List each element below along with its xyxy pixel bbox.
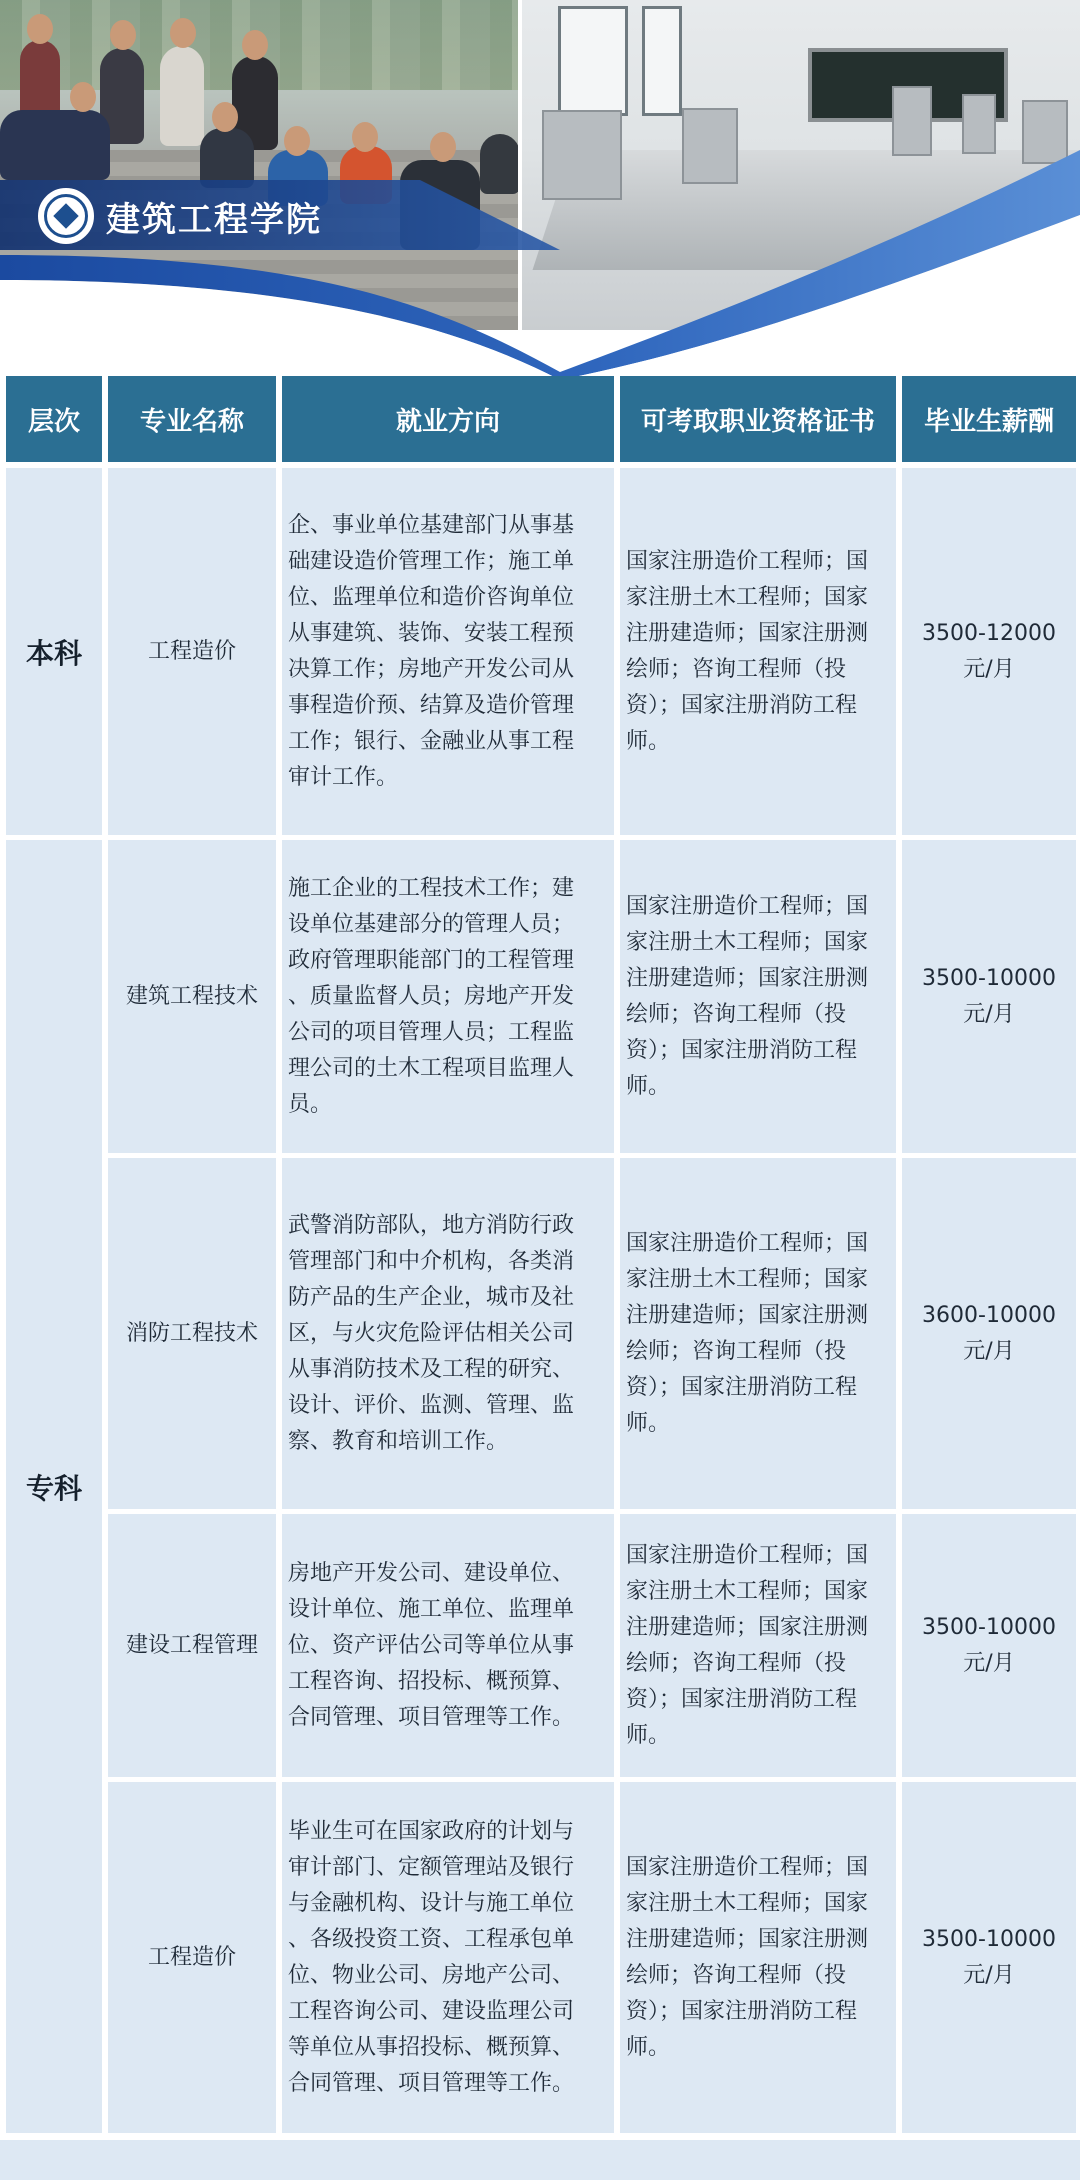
salary-cell bbox=[902, 1158, 1076, 1514]
direction-line: 位、物业公司、房地产公司、 bbox=[288, 1962, 575, 1988]
major-name: 建筑工程技术 bbox=[125, 983, 258, 1009]
salary-cell bbox=[902, 1514, 1076, 1782]
level-label: 本科 bbox=[25, 636, 82, 670]
direction-line: 设单位基建部分的管理人员； bbox=[288, 911, 575, 937]
major-name: 建设工程管理 bbox=[125, 1632, 258, 1658]
direction-line: 合同管理、项目管理等工作。 bbox=[288, 2070, 575, 2096]
certificate-line: 绘师；咨询工程师（投 bbox=[626, 1001, 847, 1027]
direction-line: 工程咨询、招投标、概预算、 bbox=[288, 1668, 575, 1694]
major-cell bbox=[108, 1158, 282, 1514]
direction-cell bbox=[282, 1158, 620, 1514]
major-cell bbox=[108, 840, 282, 1158]
certificate-line: 资）；国家注册消防工程 bbox=[626, 692, 858, 718]
table-group bbox=[6, 468, 1076, 840]
direction-line: 审计工作。 bbox=[288, 764, 399, 790]
certificate-line: 家注册土木工程师；国家 bbox=[626, 1890, 869, 1916]
college-logo-icon bbox=[38, 188, 94, 244]
direction-line: 位、监理单位和造价咨询单位 bbox=[288, 584, 575, 610]
certificate-line: 资）；国家注册消防工程 bbox=[626, 1037, 858, 1063]
certificate-text bbox=[620, 544, 874, 760]
direction-line: 决算工作；房地产开发公司从 bbox=[288, 656, 575, 682]
group-rows bbox=[108, 840, 1076, 2138]
certificate-line: 师。 bbox=[626, 1410, 671, 1436]
header-direction: 就业方向 bbox=[282, 376, 620, 468]
salary-text bbox=[922, 616, 1056, 688]
certificate-cell bbox=[620, 840, 902, 1158]
table-body bbox=[6, 468, 1076, 2138]
salary-line: 3500-10000 bbox=[922, 965, 1056, 991]
header-level: 层次 bbox=[6, 376, 108, 468]
salary-text bbox=[922, 1298, 1056, 1370]
direction-text bbox=[282, 1208, 580, 1460]
certificate-cell bbox=[620, 1514, 902, 1782]
direction-line: 等单位从事招投标、概预算、 bbox=[288, 2034, 575, 2060]
level-cell bbox=[6, 468, 108, 840]
header-salary: 毕业生薪酬 bbox=[902, 376, 1076, 468]
direction-text bbox=[282, 1556, 580, 1736]
major-name: 工程造价 bbox=[147, 1944, 236, 1970]
direction-text bbox=[282, 871, 614, 1123]
direction-line: 政府管理职能部门的工程管理 bbox=[288, 947, 575, 973]
table-row bbox=[108, 1514, 1076, 1782]
major-name: 工程造价 bbox=[147, 638, 236, 664]
certificate-line: 师。 bbox=[626, 1073, 671, 1099]
certificate-line: 国家注册造价工程师；国 bbox=[626, 548, 869, 574]
certificate-line: 注册建造师；国家注册测 bbox=[626, 1614, 869, 1640]
direction-line: 、质量监督人员；房地产开发 bbox=[288, 983, 575, 1009]
salary-cell bbox=[902, 1782, 1076, 2138]
table-group bbox=[6, 840, 1076, 2138]
salary-text bbox=[922, 961, 1056, 1033]
footer-band bbox=[0, 2140, 1080, 2180]
direction-line: 区，与火灾危险评估相关公司 bbox=[288, 1320, 575, 1346]
certificate-line: 注册建造师；国家注册测 bbox=[626, 1926, 869, 1952]
direction-cell bbox=[282, 1514, 620, 1782]
salary-line: 元/月 bbox=[963, 1338, 1015, 1364]
direction-line: 武警消防部队，地方消防行政 bbox=[288, 1212, 575, 1238]
certificate-line: 师。 bbox=[626, 728, 671, 754]
certificate-cell bbox=[620, 468, 902, 840]
certificate-cell bbox=[620, 1782, 902, 2138]
direction-text bbox=[282, 1814, 580, 2102]
direction-line: 管理部门和中介机构，各类消 bbox=[288, 1248, 575, 1274]
direction-line: 工作；银行、金融业从事工程 bbox=[288, 728, 575, 754]
certificate-line: 国家注册造价工程师；国 bbox=[626, 893, 869, 919]
certificate-line: 绘师；咨询工程师（投 bbox=[626, 656, 847, 682]
group-rows bbox=[108, 468, 1076, 840]
salary-text bbox=[922, 1610, 1056, 1682]
salary-line: 3500-10000 bbox=[922, 1614, 1056, 1640]
college-title: 建筑工程学院 bbox=[106, 200, 322, 240]
certificate-line: 师。 bbox=[626, 2034, 671, 2060]
direction-cell bbox=[282, 1782, 620, 2138]
header-certificate: 可考取职业资格证书 bbox=[620, 376, 902, 468]
direction-cell bbox=[282, 840, 620, 1158]
blue-banner-shape bbox=[0, 0, 1080, 380]
direction-text bbox=[282, 508, 580, 796]
certificate-line: 绘师；咨询工程师（投 bbox=[626, 1962, 847, 1988]
certificate-line: 资）；国家注册消防工程 bbox=[626, 1686, 858, 1712]
certificate-line: 家注册土木工程师；国家 bbox=[626, 1266, 869, 1292]
salary-text bbox=[922, 1922, 1056, 1994]
certificate-cell bbox=[620, 1158, 902, 1514]
certificate-line: 国家注册造价工程师；国 bbox=[626, 1230, 869, 1256]
direction-line: 础建设造价管理工作；施工单 bbox=[288, 548, 575, 574]
direction-line: 事程造价预、结算及造价管理 bbox=[288, 692, 575, 718]
salary-line: 元/月 bbox=[963, 1650, 1015, 1676]
salary-line: 元/月 bbox=[963, 656, 1015, 682]
salary-line: 3500-10000 bbox=[922, 1926, 1056, 1952]
direction-line: 从事消防技术及工程的研究、 bbox=[288, 1356, 575, 1382]
table-row bbox=[108, 1158, 1076, 1514]
certificate-text bbox=[620, 889, 874, 1105]
direction-line: 工程咨询公司、建设监理公司 bbox=[288, 1998, 575, 2024]
certificate-text bbox=[620, 1850, 874, 2066]
certificate-line: 绘师；咨询工程师（投 bbox=[626, 1338, 847, 1364]
salary-line: 3500-12000 bbox=[922, 620, 1056, 646]
salary-cell bbox=[902, 840, 1076, 1158]
certificate-line: 注册建造师；国家注册测 bbox=[626, 965, 869, 991]
level-cell bbox=[6, 840, 108, 2138]
certificate-line: 国家注册造价工程师；国 bbox=[626, 1542, 869, 1568]
direction-line: 设计、评价、监测、管理、监 bbox=[288, 1392, 575, 1418]
table-row bbox=[108, 1782, 1076, 2138]
direction-line: 与金融机构、设计与施工单位 bbox=[288, 1890, 575, 1916]
direction-line: 施工企业的工程技术工作；建 bbox=[288, 875, 575, 901]
certificate-line: 绘师；咨询工程师（投 bbox=[626, 1650, 847, 1676]
table-row bbox=[108, 468, 1076, 840]
direction-line: 设计单位、施工单位、监理单 bbox=[288, 1596, 575, 1622]
direction-line: 理公司的土木工程项目监理人员。 bbox=[288, 1055, 575, 1117]
salary-line: 元/月 bbox=[963, 1962, 1015, 1988]
direction-cell bbox=[282, 468, 620, 840]
certificate-line: 注册建造师；国家注册测 bbox=[626, 1302, 869, 1328]
certificate-line: 资）；国家注册消防工程 bbox=[626, 1374, 858, 1400]
certificate-text bbox=[620, 1226, 874, 1442]
table-header-row bbox=[6, 376, 1076, 468]
salary-line: 3600-10000 bbox=[922, 1302, 1056, 1328]
certificate-line: 师。 bbox=[626, 1722, 671, 1748]
direction-line: 房地产开发公司、建设单位、 bbox=[288, 1560, 575, 1586]
direction-line: 防产品的生产企业，城市及社 bbox=[288, 1284, 575, 1310]
direction-line: 位、资产评估公司等单位从事 bbox=[288, 1632, 575, 1658]
salary-line: 元/月 bbox=[963, 1001, 1015, 1027]
table-row bbox=[108, 840, 1076, 1158]
certificate-line: 国家注册造价工程师；国 bbox=[626, 1854, 869, 1880]
major-cell bbox=[108, 468, 282, 840]
certificate-line: 资）；国家注册消防工程 bbox=[626, 1998, 858, 2024]
certificate-line: 家注册土木工程师；国家 bbox=[626, 1578, 869, 1604]
direction-line: 合同管理、项目管理等工作。 bbox=[288, 1704, 575, 1730]
salary-cell bbox=[902, 468, 1076, 840]
header-major: 专业名称 bbox=[108, 376, 282, 468]
direction-line: 从事建筑、装饰、安装工程预 bbox=[288, 620, 575, 646]
employment-table bbox=[6, 376, 1076, 2138]
certificate-line: 家注册土木工程师；国家 bbox=[626, 584, 869, 610]
certificate-line: 注册建造师；国家注册测 bbox=[626, 620, 869, 646]
direction-line: 毕业生可在国家政府的计划与 bbox=[288, 1818, 575, 1844]
certificate-text bbox=[620, 1538, 874, 1754]
major-cell bbox=[108, 1782, 282, 2138]
header-banner bbox=[0, 0, 1080, 380]
level-label: 专科 bbox=[25, 1471, 82, 1505]
certificate-line: 家注册土木工程师；国家 bbox=[626, 929, 869, 955]
direction-line: 企、事业单位基建部门从事基 bbox=[288, 512, 575, 538]
major-cell bbox=[108, 1514, 282, 1782]
major-name: 消防工程技术 bbox=[125, 1320, 258, 1346]
direction-line: 公司的项目管理人员；工程监 bbox=[288, 1019, 575, 1045]
direction-line: 察、教育和培训工作。 bbox=[288, 1428, 509, 1454]
direction-line: 、各级投资工资、工程承包单 bbox=[288, 1926, 575, 1952]
direction-line: 审计部门、定额管理站及银行 bbox=[288, 1854, 575, 1880]
